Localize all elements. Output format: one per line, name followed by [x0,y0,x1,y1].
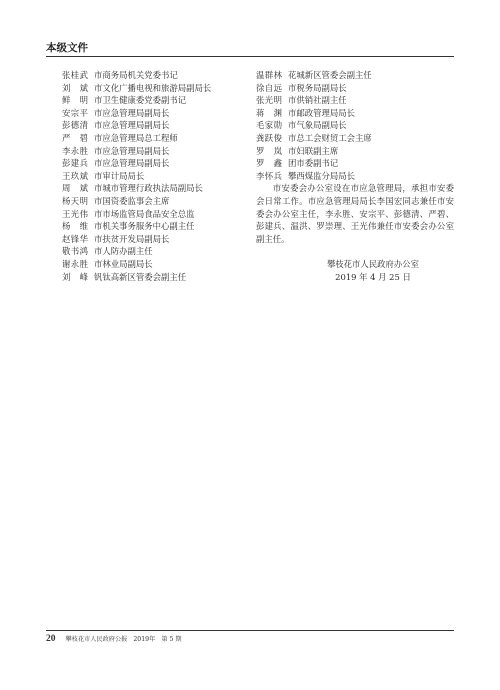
person-title: 市审计局局长 [94,170,145,181]
list-item [62,69,252,82]
person-name: 李怀兵 [256,170,282,181]
list-item [62,107,252,120]
person-title: 市应急管理局副局长 [94,107,170,118]
person-name: 罗鑫 [256,158,282,169]
person-title: 市商务局机关党委书记 [94,70,178,80]
signature-date: 2019 年 4 月 25 日 [335,271,411,282]
list-item [256,107,456,120]
person-title: 市人防办副主任 [94,246,153,257]
list-item [62,258,252,271]
list-item [256,157,456,170]
person-title: 市应急管理局副局长 [94,158,170,169]
person-title: 市气象局副局长 [288,120,347,131]
list-item [62,233,252,246]
list-item [62,182,252,195]
list-item [256,119,456,132]
header-rule [46,56,454,57]
list-item [256,145,456,158]
footer-publication: 攀枝花市人民政府公报 [65,636,128,643]
person-title: 市供销社副主任 [288,95,347,106]
person-name: 温群林 [256,70,282,80]
list-item [256,132,456,145]
list-item [62,157,252,170]
person-title: 市国资委监事会主席 [94,195,170,206]
list-item [62,82,252,95]
list-item [62,132,252,145]
left-name-list [62,69,252,283]
person-title: 市机关事务服务中心副主任 [94,221,195,232]
person-title: 市文化广播电视和旅游局副局长 [94,82,212,93]
person-name: 龚跃俊 [256,132,282,143]
list-item [62,271,252,284]
list-item [62,119,252,132]
person-name: 罗岚 [256,145,282,156]
person-name: 李永胜 [62,145,88,156]
person-name: 彭德清 [62,120,88,131]
person-title: 市应急管理局副局长 [94,145,170,156]
page-header-title: 本级文件 [46,42,88,54]
page-number: 20 [46,634,56,644]
person-title: 市市场监管局食品安全总监 [94,208,195,219]
office-paragraph: 市安委会办公室设在市应急管理局，承担市安委会日常工作。市应急管理局局长李国宏同志兼任市安委会办公室主任，李永胜、安宗平、彭德清、严碧、彭建兵、温洪、罗崇理、王光伟兼任市安委会办公室副主任。 [256,183,454,244]
person-title: 市扶贫开发局副局长 [94,233,170,244]
person-title: 市邮政管理局局长 [288,107,355,118]
person-name: 刘峰 [62,271,88,282]
person-name: 王玖斌 [62,170,88,181]
footer-year: 2019年 [133,636,156,643]
person-name: 张光明 [256,95,282,106]
person-title: 团市委副书记 [288,158,339,169]
person-name: 杨维 [62,221,88,232]
list-item [62,195,252,208]
person-title: 市总工会财贸工会主席 [288,132,372,143]
person-title: 市城市管理行政执法局副局长 [94,183,203,194]
person-title: 市税务局副局长 [288,82,347,93]
person-title: 市应急管理局总工程师 [94,132,178,143]
person-name: 徐自远 [256,82,282,93]
person-name: 安宗平 [62,107,88,118]
footer-rule [46,630,454,631]
person-name: 蒋渊 [256,107,282,118]
person-name: 张桂武 [62,70,88,80]
person-name: 毛家勋 [256,120,282,131]
person-name: 刘斌 [62,82,88,93]
person-title: 市妇联副主席 [288,145,339,156]
list-item [62,220,252,233]
person-title: 市林业局副局长 [94,258,153,269]
list-item [62,145,252,158]
person-title: 花城新区管委会副主任 [288,70,372,80]
list-item [256,94,456,107]
list-item [256,69,456,82]
list-item [62,208,252,221]
signature-org: 攀枝花市人民政府办公室 [326,259,420,270]
person-title: 钒钛高新区管委会副主任 [94,271,187,282]
page-footer [46,634,182,644]
right-column [256,69,456,284]
person-name: 周斌 [62,183,88,194]
person-title: 攀西煤监分局局长 [288,170,355,181]
person-name: 谢永胜 [62,258,88,269]
right-name-list [256,69,456,182]
list-item [256,170,456,183]
person-name: 杨天明 [62,195,88,206]
person-name: 敬书鸿 [62,246,88,257]
person-title: 市卫生健康委党委副书记 [94,95,187,106]
person-name: 彭建兵 [62,158,88,169]
list-item [256,82,456,95]
list-item [62,94,252,107]
footer-issue: 第 5 期 [161,636,182,643]
list-item [62,245,252,258]
person-name: 鲜明 [62,95,88,106]
person-title: 市应急管理局副局长 [94,120,170,131]
list-item [62,170,252,183]
person-name: 赵锋华 [62,233,88,244]
person-name: 王光伟 [62,208,88,219]
person-name: 严碧 [62,132,88,143]
